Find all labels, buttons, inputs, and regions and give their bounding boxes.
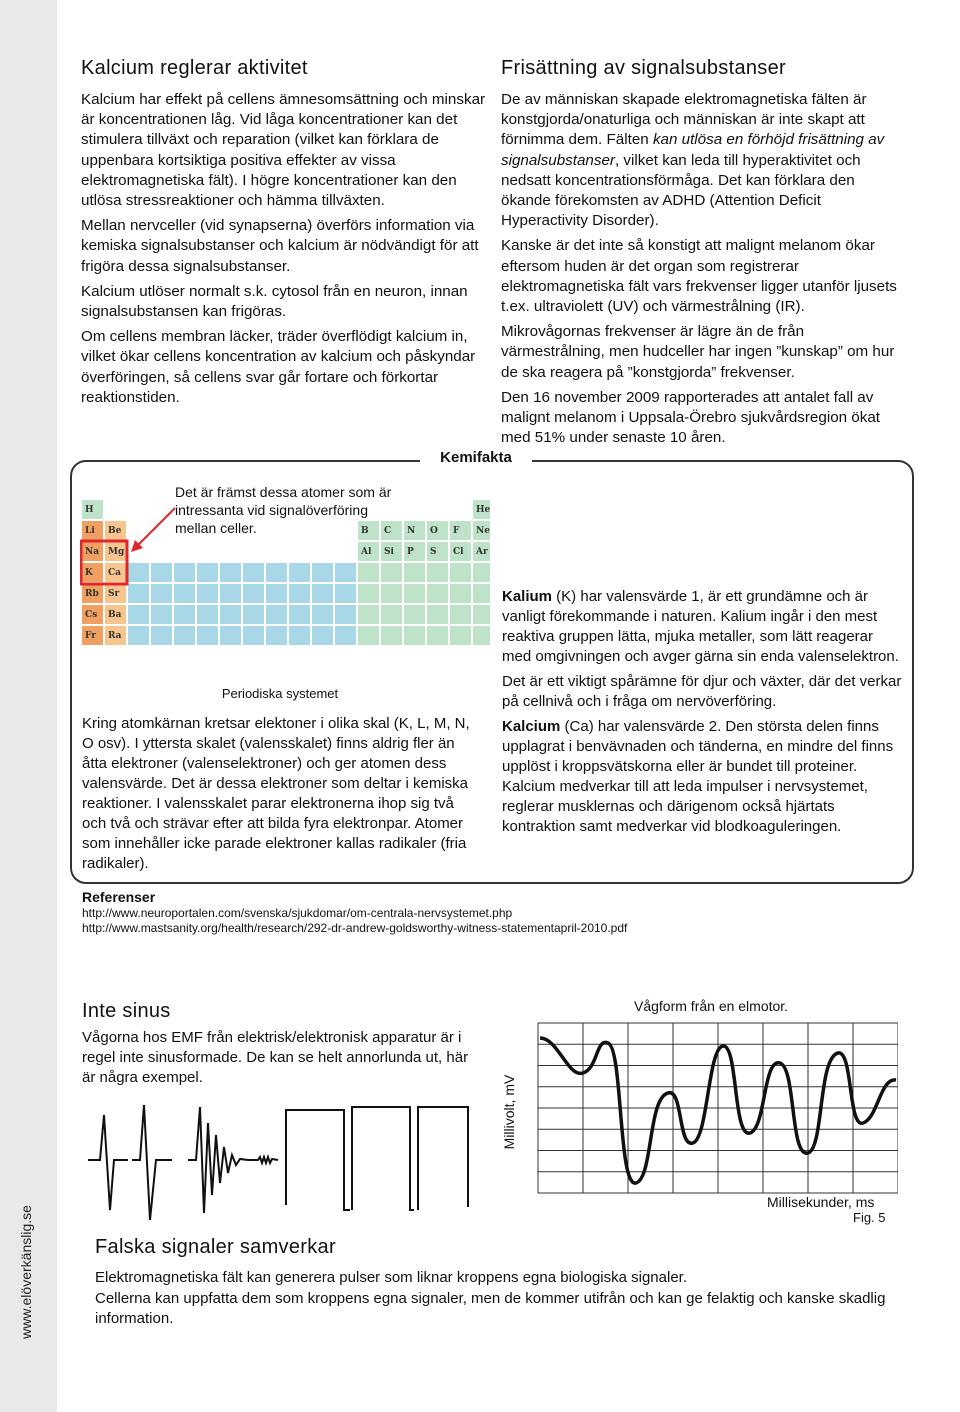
element-cell: [220, 563, 241, 582]
falska-line-2: Cellerna kan uppfatta dem som kroppens egna signaler, men de kommer utifrån och kan ge felaktig och kanske skadlig information.: [95, 1289, 886, 1327]
kemifakta-right: [502, 587, 902, 842]
element-cell: [473, 626, 490, 645]
left-column: [81, 90, 491, 413]
element-cell: [128, 605, 149, 624]
kalcium-label: Kalcium: [502, 718, 561, 735]
element-he: [473, 500, 490, 519]
element-cell: [404, 605, 425, 624]
svg-text:Cs: Cs: [85, 610, 98, 620]
element-f: [450, 521, 471, 540]
element-cell: [358, 605, 379, 624]
element-be: [105, 521, 126, 540]
right-p1a: De av människan skapade elektromagnetiska fälten är konstgjorda/onaturliga och människan är inte skapt att förnimma dem. Fälten: [501, 91, 867, 149]
waveform-oscillation: [188, 1107, 278, 1213]
website-url: www.elöverkänslig.se: [18, 1205, 34, 1339]
element-cell: [197, 584, 218, 603]
svg-text:Si: Si: [384, 547, 394, 557]
element-ra: [105, 626, 126, 645]
element-k: [82, 563, 103, 582]
svg-text:H: H: [85, 505, 94, 515]
element-na: [82, 542, 103, 561]
figure-ylabel: Millivolt, mV: [501, 1074, 517, 1150]
kemifakta-body: Kring atomkärnan kretsar elektoner i olika skal (K, L, M, N, O osv). I yttersta skalet (valensskalet) finns aldrig fler än åtta elektroner (valenselektroner) och ger atomen dess valensvärde. Det är dessa elektroner som deltar i kemiska reaktioner. I valensskalet parar elektronerna ihop sig två och två och strävar efter att bilda fyra elektronpar. Atomer som innehåller icke parade elektroner kallas radikaler (fria radikaler).: [82, 715, 470, 872]
element-rb: [82, 584, 103, 603]
svg-text:Li: Li: [85, 526, 95, 536]
references-heading: Referenser: [82, 889, 156, 905]
left-p1: Kalcium har effekt på cellens ämnesomsättning och minskar är koncentrationen låg. Vid låga koncentrationer kan det stimulera tillväxt och reparation (vilket kan förklara de uppenbara kortsiktiga positiva effekter av vissa elektromagnetiska fält). I högre koncentrationer kan den utlösa stressreaktioner och hämma tillväxten.: [81, 91, 486, 210]
periodic-caption: Periodiska systemet: [221, 686, 339, 701]
element-cell: [335, 626, 356, 645]
right-p4: Den 16 november 2009 rapporterades att antalet fall av malignt melanom i Uppsala-Örebro sjukvårdsregion ökat med 51% under senaste 10 åren.: [501, 388, 881, 447]
kalium-body: (K) har valensvärde 1, är ett grundämne och är vanligt förekommande i naturen. Kalium ingår i den mest reaktiva gruppen lätta, mjuka metaller, som lätt reagerar med omgivningen och avger gärna sin enda valenselektron.: [502, 588, 899, 665]
element-h: [82, 500, 103, 519]
element-cell: [312, 605, 333, 624]
element-p: [404, 542, 425, 561]
element-cell: [473, 563, 490, 582]
element-cell: [450, 563, 471, 582]
element-cell: [289, 626, 310, 645]
element-cell: [358, 563, 379, 582]
right-p1: [501, 90, 901, 231]
element-cell: [335, 584, 356, 603]
right-p3: Mikrovågornas frekvenser är lägre än de från värmestrålning, men hudceller har ingen ”kunskap” om hur de ska reagera på ”konstgjorda” frekvenser.: [501, 323, 895, 381]
figure-title: Vågform från en elmotor.: [634, 998, 789, 1014]
element-cell: [358, 626, 379, 645]
svg-text:Be: Be: [108, 526, 122, 536]
element-cell: [174, 626, 195, 645]
falska-title: Falska signaler samverkar: [95, 1236, 336, 1258]
element-cell: [450, 584, 471, 603]
falska-line-1: Elektromagnetiska fält kan generera pulser som liknar kroppens egna biologiska signaler.: [95, 1269, 687, 1286]
svg-text:Rb: Rb: [85, 589, 99, 599]
right-p1c: , vilket kan leda till hyperaktivitet och nedsatt koncentrationsförmåga. Det kan förklara den ökande förekomsten av ADHD (Attention Deficit Hyperactivity Disorder).: [501, 151, 861, 230]
element-cell: [312, 584, 333, 603]
waveform-square-3: [418, 1107, 468, 1210]
element-cs: [82, 605, 103, 624]
element-cell: [404, 563, 425, 582]
element-cell: [266, 605, 287, 624]
callout-arrow-icon: [125, 500, 185, 560]
svg-text:Mg: Mg: [108, 547, 125, 557]
element-cell: [174, 605, 195, 624]
kalium-text-2: Det är ett viktigt spårämne för djur och växter, där det verkar på cellnivå och i fråga om nervöverföring.: [502, 673, 902, 710]
element-cell: [151, 626, 172, 645]
element-cell: [473, 605, 490, 624]
element-cell: [450, 626, 471, 645]
element-si: [381, 542, 402, 561]
element-cell: [128, 626, 149, 645]
element-cell: [151, 563, 172, 582]
waveform-pulse-1: [88, 1115, 128, 1210]
svg-text:P: P: [407, 547, 414, 557]
references: [82, 890, 627, 937]
element-cell: [427, 626, 448, 645]
element-ba: [105, 605, 126, 624]
element-cell: [220, 626, 241, 645]
element-cell: [289, 563, 310, 582]
svg-text:Ba: Ba: [108, 610, 122, 620]
svg-text:Fr: Fr: [85, 631, 96, 641]
falska-text: [95, 1268, 905, 1330]
element-cell: [312, 626, 333, 645]
figure-xlabel: Millisekunder, ms: [767, 1194, 875, 1210]
svg-text:Ar: Ar: [476, 547, 488, 557]
element-cell: [243, 605, 264, 624]
element-cell: [312, 563, 333, 582]
element-cell: [266, 584, 287, 603]
svg-text:B: B: [361, 526, 369, 536]
element-mg: [105, 542, 126, 561]
kalium-label: Kalium: [502, 588, 553, 605]
element-cell: [266, 563, 287, 582]
kemifakta-title: Kemifakta: [420, 449, 532, 466]
svg-text:C: C: [384, 526, 392, 536]
waveform-square-2: [352, 1107, 414, 1210]
non-sine-waveforms: [88, 1095, 480, 1225]
element-cell: [358, 584, 379, 603]
element-cell: [151, 584, 172, 603]
element-cell: [151, 605, 172, 624]
element-cell: [243, 584, 264, 603]
right-title: Frisättning av signalsubstanser: [501, 57, 786, 79]
periodic-callout: Det är främst dessa atomer som är intressanta vid signalöverföring mellan celler.: [175, 484, 392, 536]
svg-text:F: F: [453, 526, 460, 536]
svg-text:Al: Al: [361, 547, 372, 557]
element-cell: [289, 584, 310, 603]
svg-text:O: O: [430, 526, 438, 536]
element-cell: [335, 563, 356, 582]
element-cell: [197, 626, 218, 645]
svg-text:S: S: [430, 547, 437, 557]
inte-sinus-title: Inte sinus: [82, 1000, 171, 1022]
right-column: [501, 90, 901, 453]
svg-text:N: N: [407, 526, 416, 536]
svg-text:He: He: [476, 505, 490, 515]
svg-text:K: K: [85, 568, 93, 578]
sidebar: [0, 0, 57, 1412]
element-cell: [243, 563, 264, 582]
svg-text:Sr: Sr: [108, 589, 120, 599]
element-cell: [174, 584, 195, 603]
svg-text:Ca: Ca: [108, 568, 121, 578]
element-ar: [473, 542, 490, 561]
element-cell: [220, 605, 241, 624]
kalcium-text: [502, 717, 902, 837]
element-al: [358, 542, 379, 561]
element-cell: [427, 605, 448, 624]
svg-text:Cl: Cl: [453, 547, 464, 557]
element-cell: [289, 605, 310, 624]
element-s: [427, 542, 448, 561]
element-cl: [450, 542, 471, 561]
element-fr: [82, 626, 103, 645]
reference-link[interactable]: http://www.mastsanity.org/health/research/292-dr-andrew-goldsworthy-witness-statementapril-2010.pdf: [82, 921, 628, 935]
svg-text:Ra: Ra: [108, 631, 122, 641]
motor-waveform-chart: [528, 1018, 898, 1198]
element-cell: [128, 584, 149, 603]
element-cell: [220, 584, 241, 603]
element-cell: [404, 626, 425, 645]
element-ca: [105, 563, 126, 582]
right-p1-italic: kan utlösa en förhöjd frisättning av signalsubstanser: [501, 131, 885, 169]
element-cell: [266, 626, 287, 645]
element-cell: [381, 563, 402, 582]
element-cell: [197, 605, 218, 624]
element-cell: [450, 605, 471, 624]
element-cell: [381, 584, 402, 603]
waveform-pulse-2: [132, 1105, 172, 1220]
right-p2: Kanske är det inte så konstigt att malignt melanom ökar eftersom huden är det organ som registrerar elektromagnetiska fält vars frekvenser ligger utanför ljusets t.ex. ultraviolett (UV) och värmestrålning (IR).: [501, 237, 897, 316]
figure-caption: Fig. 5: [853, 1210, 886, 1225]
element-cell: [335, 605, 356, 624]
element-cell: [404, 584, 425, 603]
element-cell: [381, 605, 402, 624]
reference-link[interactable]: http://www.neuroportalen.com/svenska/sjukdomar/om-centrala-nervsystemet.php: [82, 905, 513, 920]
element-cell: [473, 584, 490, 603]
element-cell: [427, 584, 448, 603]
element-n: [404, 521, 425, 540]
element-cell: [243, 626, 264, 645]
element-sr: [105, 584, 126, 603]
element-cell: [381, 626, 402, 645]
left-p2: Mellan nervceller (vid synapserna) överförs information via kemiska signalsubstanser och kalcium är nödvändigt för att frigöra dessa signalsubstanser.: [81, 217, 479, 275]
svg-text:Ne: Ne: [476, 526, 490, 536]
element-o: [427, 521, 448, 540]
kalcium-body: (Ca) har valensvärde 2. Den största delen finns upplagrat i benvävnaden och tänderna, en mindre del finns upplöst i kroppsvätskorna eller är bundet till proteiner. Kalcium medverkar till att leda impulser i nervsystemet, reglerar musklernas och därigenom också hjärtats kontraktion samt medverkar vid blodkoaguleringen.: [502, 718, 894, 835]
element-cell: [128, 563, 149, 582]
inte-sinus-text: Vågorna hos EMF från elektrisk/elektronisk apparatur är i regel inte sinusformade. De kan se helt annorlunda ut, här är några exempel.: [82, 1029, 469, 1086]
waveform-square-1: [286, 1110, 350, 1210]
left-title: Kalcium reglerar aktivitet: [81, 57, 308, 79]
element-li: [82, 521, 103, 540]
left-p3: Kalcium utlöser normalt s.k. cytosol från en neuron, innan signalsubstansen kan frigöras.: [81, 282, 468, 321]
kalium-text: [502, 587, 902, 667]
element-ne: [473, 521, 490, 540]
element-cell: [197, 563, 218, 582]
element-cell: [427, 563, 448, 582]
left-p4: Om cellens membran läcker, träder överflödigt kalcium in, vilket ökar cellens koncentration av kalcium och påskyndar överföringen, så cellens svar går fortare och förkortar reaktionstiden.: [81, 328, 476, 406]
element-cell: [174, 563, 195, 582]
svg-text:Na: Na: [85, 547, 100, 557]
